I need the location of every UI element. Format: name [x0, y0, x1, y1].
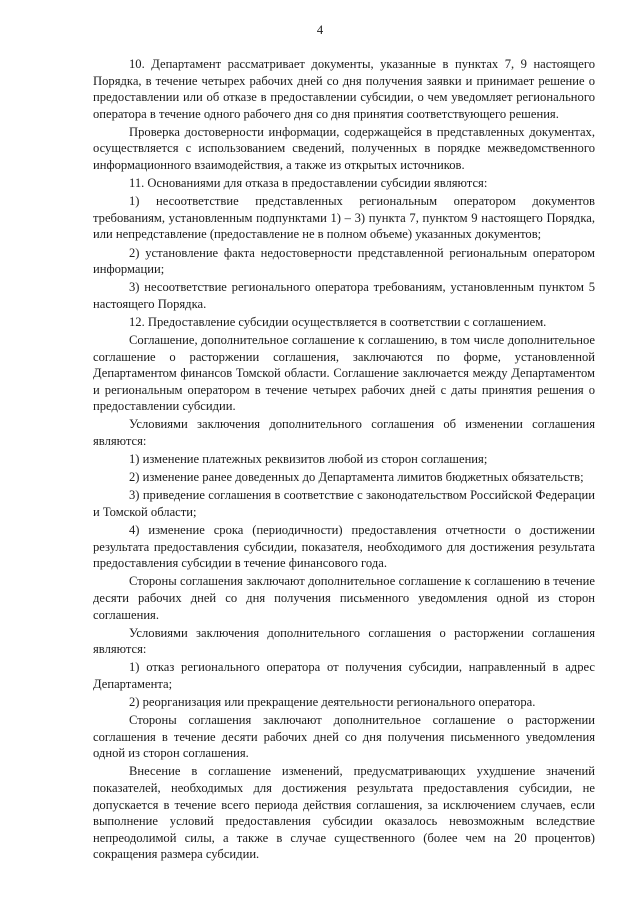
paragraph-termination-conditions: Условиями заключения дополнительного соглашения о расторжении соглашения являются: [93, 625, 595, 657]
paragraph-verification: Проверка достоверности информации, содержащейся в представленных документах, осуществляется с использованием сведений, полученных в порядке межведомственного информационного взаимодействия, а также из открытых источников. [93, 124, 595, 173]
list-item-ground-3: 3) несоответствие регионального оператора требованиям, установленным пунктом 5 настоящего Порядка. [93, 280, 595, 311]
list-item-termination-2: 2) реорганизация или прекращение деятельности регионального оператора. [129, 694, 536, 709]
document-body [93, 56, 595, 864]
paragraph-amendment-conditions: Условиями заключения дополнительного соглашения об изменении соглашения являются: [93, 417, 595, 449]
list-item-amendment-1: 1) изменение платежных реквизитов любой из сторон соглашения; [129, 452, 488, 467]
paragraph-termination-term: Стороны соглашения заключают дополнительное соглашение о расторжении соглашения в течение десяти рабочих дней со дня получения письменного уведомления одной из сторон соглашения. [93, 713, 595, 761]
page-number: 4 [316, 23, 324, 37]
paragraph-amendment-term: Стороны соглашения заключают дополнительное соглашение к соглашению в течение десяти рабочих дней со дня получения письменного уведомления одной из сторон соглашения. [93, 574, 595, 622]
list-item-amendment-2: 2) изменение ранее доведенных до Департамента лимитов бюджетных обязательств; [129, 470, 584, 485]
list-item-termination-1: 1) отказ регионального оператора от получения субсидии, направленный в адрес Департамента; [93, 660, 595, 691]
paragraph-11-grounds-heading: 11. Основаниями для отказа в предоставлении субсидии являются: [129, 176, 488, 191]
paragraph-changes-restriction: Внесение в соглашение изменений, предусматривающих ухудшение значений показателей, необходимых для достижения результата предоставления субсидии, не допускается в течение всего периода действия соглашения, за исключением случаев, если выполнение условий предоставления субсидии оказалось невозможным вследствие непреодолимой силы, а также в случае существенного (более чем на 20 процентов) сокращения размера субсидии. [93, 764, 595, 862]
paragraph-10-review: 10. Департамент рассматривает документы, указанные в пунктах 7, 9 настоящего Порядка, в течение четырех рабочих дней со дня получения заявки и принимает решение о предоставлении или об отказе в предоставлении субсидии, о чем уведомляет регионального оператора в течение одного рабочего дня со дня принятия соответствующего решения. [93, 57, 595, 121]
paragraph-12-agreement: 12. Предоставление субсидии осуществляется в соответствии с соглашением. [129, 314, 547, 329]
list-item-amendment-3: 3) приведение соглашения в соответствие с законодательством Российской Федерации и Томской области; [93, 488, 595, 519]
list-item-amendment-4: 4) изменение срока (периодичности) предоставления отчетности о достижении результата предоставления субсидии, показателя, необходимого для достижения результата предоставления субсидии в течение финансового года. [93, 523, 595, 571]
list-item-ground-2: 2) установление факта недостоверности представленной региональным оператором информации; [93, 245, 595, 277]
list-item-ground-1: 1) несоответствие представленных региональным оператором документов требованиям, установленным подпунктами 1) – 3) пункта 7, пунктом 9 настоящего Порядка, или непредставление (предоставление не в полном объеме) указанных документов; [93, 194, 595, 242]
paragraph-agreement-form: Соглашение, дополнительное соглашение к соглашению, в том числе дополнительное соглашение о расторжении соглашения, заключаются по форме, установленной Департаментом финансов Томской области. Соглашение заключается между Департаментом и региональным оператором в течение четырех рабочих дней с даты принятия решения о предоставлении субсидии. [93, 333, 595, 414]
